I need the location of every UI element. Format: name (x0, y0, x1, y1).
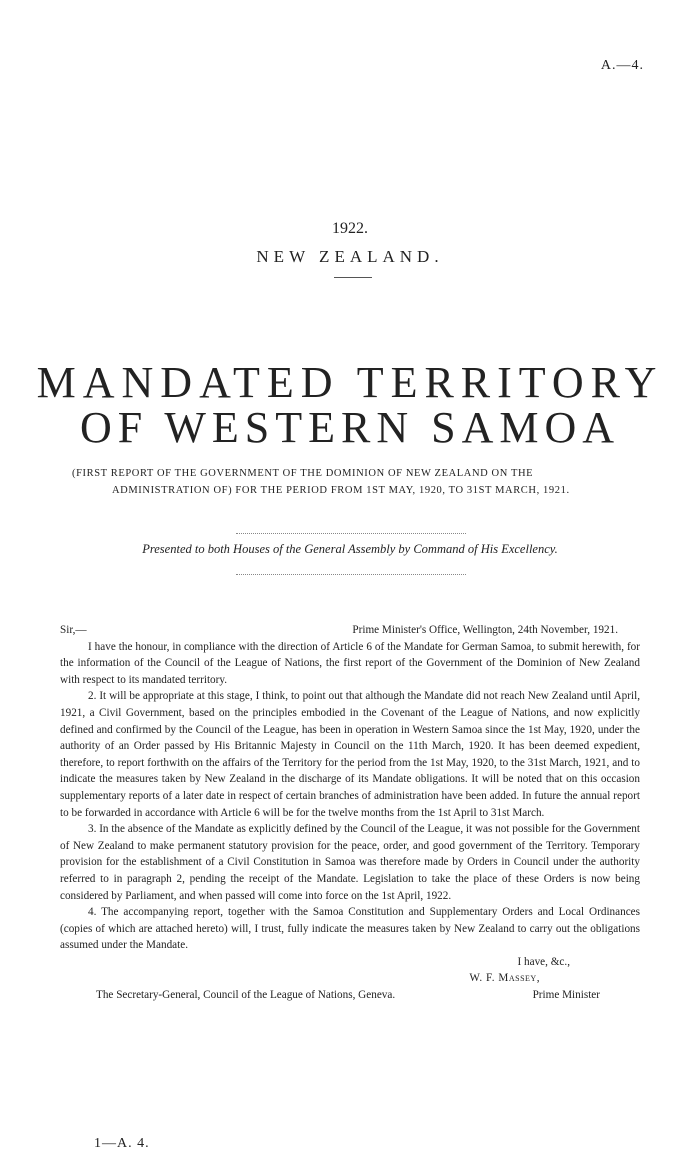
paragraph-1: I have the honour, in compliance with the direction of Article 6 of the Mandate for German Samoa, to submit herewith, for the information of the Council of the League of Nations, the first report of the Government of the Dominion of New Zealand with respect to its mandated territory. (60, 640, 640, 686)
signatory-title: Prime Minister (532, 989, 600, 1002)
divider (334, 277, 372, 278)
title-line-2: OF WESTERN SAMOA (79, 403, 621, 452)
closing: I have, &c., (517, 955, 570, 968)
subtitle-line-2: ADMINISTRATION OF) FOR THE PERIOD FROM 1ST MAY, 1920, TO 31ST MARCH, 1921. (112, 485, 570, 496)
dotted-divider (236, 533, 466, 534)
dotted-divider (236, 574, 466, 575)
paragraph-2: 2. It will be appropriate at this stage, I think, to point out that although the Mandate did not reach New Zealand until April, 1921, a Civil Government, based on the principles embodied in the Covenant of the League of Nations, and now explicitly defined and confirmed by the Council of the League, has been in operation in Western Samoa since the 1st May, 1920, under the authority of an Order passed by His Britannic Majesty in Council on the 11th March, 1920. It has been deemed expedient, therefore, to report forthwith on the affairs of the Territory for the period from the 1st May, 1920, to the 31st March, 1921, and to indicate the measures taken by New Zealand in the discharge of its Mandate obligations. It will be noted that on this occasion supplementary reports of a later date in respect of certain branches of administration have been added. In future the annual report to be forwarded in accordance with Article 6 will be for the twelve months from the 1st April to 31st March. (60, 690, 640, 819)
addressee: The Secretary-General, Council of the League of Nations, Geneva. (96, 989, 396, 1002)
signature (60, 970, 640, 987)
addressee-row (60, 987, 640, 1004)
presented-line: Presented to both Houses of the General Assembly by Command of His Excellency. (142, 542, 558, 556)
country: NEW ZEALAND. (256, 247, 444, 266)
letter-address: Prime Minister's Office, Wellington, 24th November, 1921. (352, 624, 618, 636)
document-reference: A.—4. (600, 58, 644, 73)
subtitle (72, 465, 652, 499)
subtitle-line-1: (FIRST REPORT OF THE GOVERNMENT OF THE DOMINION OF NEW ZEALAND ON THE (72, 468, 534, 479)
letter-body (60, 622, 640, 1004)
signature-name: W. F. Massey, (469, 972, 540, 985)
salutation: Sir,— (60, 624, 87, 636)
paragraph-4: 4. The accompanying report, together with the Samoa Constitution and Supplementary Orders and Local Ordinances (copies of which are attached hereto) will, I trust, fully indicate the measures taken by New Zealand to carry out the obligations assumed under the Mandate. (60, 906, 640, 952)
letter-header (60, 622, 640, 639)
paragraph-3: 3. In the absence of the Mandate as explicitly defined by the Council of the League, it was not possible for the Government of New Zealand to make permanent statutory provision for the peace, order, and good government of the Territory. Temporary provision for the establishment of a Civil Constitution in Samoa was therefore made by Orders in Council under the authority referred to in paragraph 2, pending the receipt of the Mandate. Legislation to take the place of these Orders is now being considered by Parliament, and when passed will come into force on the 1st April, 1922. (60, 823, 640, 902)
year: 1922. (332, 220, 368, 237)
title-line-1: MANDATED TERRITORY (36, 358, 664, 407)
footer-reference: 1—A. 4. (94, 1136, 150, 1151)
